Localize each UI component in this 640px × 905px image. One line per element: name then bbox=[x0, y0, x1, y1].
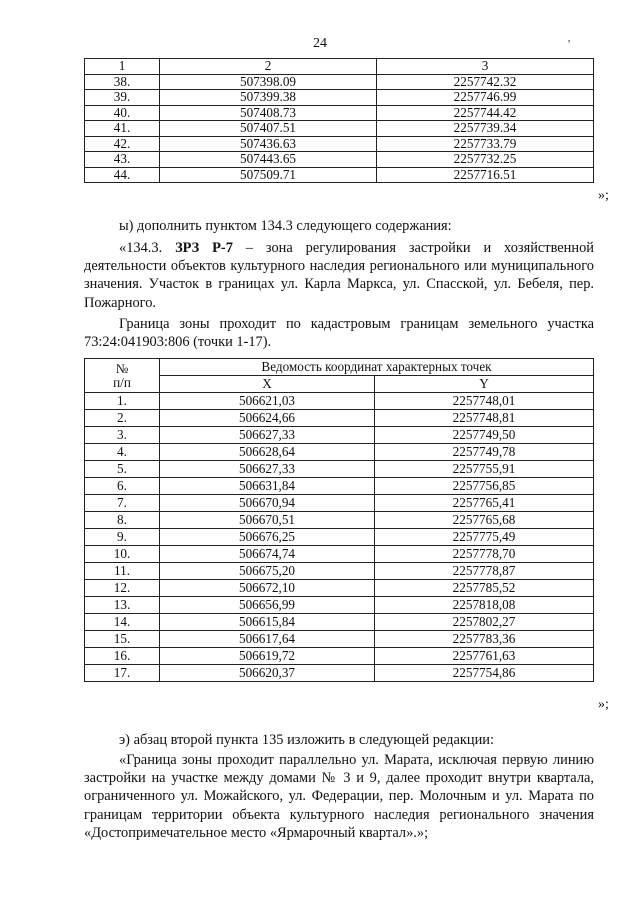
point-number: 14. bbox=[85, 614, 160, 631]
point-number: 17. bbox=[85, 665, 160, 682]
table-row bbox=[85, 461, 594, 478]
table-row bbox=[85, 410, 594, 427]
point-number: 44. bbox=[85, 167, 160, 183]
table-row bbox=[85, 563, 594, 580]
y-coordinate: 2257775,49 bbox=[375, 529, 594, 546]
point-number: 41. bbox=[85, 121, 160, 137]
table1-closing-quote: »; bbox=[598, 188, 609, 203]
paragraph-134-3 bbox=[84, 239, 594, 312]
point-number: 16. bbox=[85, 648, 160, 665]
point-number: 38. bbox=[85, 74, 160, 90]
x-coordinate: 507408.73 bbox=[160, 105, 377, 121]
y-coordinate: 2257716.51 bbox=[377, 167, 594, 183]
page-number: 24 bbox=[313, 36, 327, 51]
table-title: Ведомость координат характерных точек bbox=[160, 359, 594, 376]
table-row bbox=[85, 512, 594, 529]
y-coordinate: 2257765,41 bbox=[375, 495, 594, 512]
point-number: 12. bbox=[85, 580, 160, 597]
table-row bbox=[85, 495, 594, 512]
point-number: 10. bbox=[85, 546, 160, 563]
y-coordinate: 2257802,27 bbox=[375, 614, 594, 631]
table-row bbox=[85, 167, 594, 183]
y-coordinate: 2257783,36 bbox=[375, 631, 594, 648]
y-coordinate: 2257748,81 bbox=[375, 410, 594, 427]
x-coordinate: 507398.09 bbox=[160, 74, 377, 90]
zone-description: – зона регулирования застройки и хозяйственной деятельности объектов культурного наследия регионального или муниципального значения. Участок в границах ул. Карла Маркса, ул. Спасской, ул. Бебеля, пер. Пожарного. bbox=[84, 240, 594, 311]
point-number: 39. bbox=[85, 90, 160, 106]
y-coordinate: 2257761,63 bbox=[375, 648, 594, 665]
table-row bbox=[85, 631, 594, 648]
y-coordinate: 2257744.42 bbox=[377, 105, 594, 121]
column-header: 2 bbox=[160, 59, 377, 75]
x-coordinate: 507399.38 bbox=[160, 90, 377, 106]
x-coordinate: 506628,64 bbox=[160, 444, 375, 461]
paragraph-marata: «Граница зоны проходит параллельно ул. Марата, исключая первую линию застройки на участке между домами № 3 и 9, далее проходит внутри квартала, ограниченного ул. Можайского, ул. Федерации, пер. Молочным и ул. Марата по границам территории объекта культурного наследия регионального значения «Достопримечательное место «Ярмарочный квартал».»; bbox=[84, 752, 594, 841]
paragraph-boundary: Граница зоны проходит по кадастровым границам земельного участка 73:24:041903:806 (точки 1-17). bbox=[84, 316, 594, 351]
x-coordinate: 506627,33 bbox=[160, 461, 375, 478]
point-number: 5. bbox=[85, 461, 160, 478]
y-coordinate: 2257732.25 bbox=[377, 152, 594, 168]
y-coordinate: 2257748,01 bbox=[375, 393, 594, 410]
y-coordinate: 2257785,52 bbox=[375, 580, 594, 597]
number-header bbox=[85, 359, 160, 393]
point-number: 13. bbox=[85, 597, 160, 614]
column-y-header: Y bbox=[375, 376, 594, 393]
point-number: 7. bbox=[85, 495, 160, 512]
table-header-row bbox=[85, 59, 594, 75]
x-coordinate: 506631,84 bbox=[160, 478, 375, 495]
table-row bbox=[85, 580, 594, 597]
table2-closing-quote: »; bbox=[598, 697, 609, 712]
corner-mark: ‚ bbox=[567, 30, 571, 44]
x-coordinate: 506621,03 bbox=[160, 393, 375, 410]
point-number: 43. bbox=[85, 152, 160, 168]
point-number: 8. bbox=[85, 512, 160, 529]
table-row bbox=[85, 152, 594, 168]
y-coordinate: 2257818,08 bbox=[375, 597, 594, 614]
paragraph-item-y: ы) дополнить пунктом 134.3 следующего содержания: bbox=[119, 218, 452, 234]
x-coordinate: 506676,25 bbox=[160, 529, 375, 546]
y-coordinate: 2257749,50 bbox=[375, 427, 594, 444]
x-coordinate: 507509.71 bbox=[160, 167, 377, 183]
table-row bbox=[85, 393, 594, 410]
x-coordinate: 507443.65 bbox=[160, 152, 377, 168]
table-row bbox=[85, 105, 594, 121]
table-row bbox=[85, 478, 594, 495]
y-coordinate: 2257755,91 bbox=[375, 461, 594, 478]
table-row bbox=[85, 665, 594, 682]
y-coordinate: 2257754,86 bbox=[375, 665, 594, 682]
table-row bbox=[85, 546, 594, 563]
table-row bbox=[85, 529, 594, 546]
x-coordinate: 506615,84 bbox=[160, 614, 375, 631]
x-coordinate: 506620,37 bbox=[160, 665, 375, 682]
table-row bbox=[85, 74, 594, 90]
table-row bbox=[85, 121, 594, 137]
x-coordinate: 506617,64 bbox=[160, 631, 375, 648]
table-row bbox=[85, 444, 594, 461]
table-row bbox=[85, 648, 594, 665]
coordinates-table bbox=[84, 358, 594, 682]
x-coordinate: 506624,66 bbox=[160, 410, 375, 427]
x-coordinate: 507436.63 bbox=[160, 136, 377, 152]
item-number: «134.3. bbox=[119, 240, 176, 256]
y-coordinate: 2257778,70 bbox=[375, 546, 594, 563]
table-row bbox=[85, 90, 594, 106]
point-number: 40. bbox=[85, 105, 160, 121]
number-sign: № bbox=[115, 360, 129, 376]
table-row bbox=[85, 427, 594, 444]
x-coordinate: 506672,10 bbox=[160, 580, 375, 597]
y-coordinate: 2257742.32 bbox=[377, 74, 594, 90]
x-coordinate: 506619,72 bbox=[160, 648, 375, 665]
table-subheader-row bbox=[85, 376, 594, 393]
x-coordinate: 506627,33 bbox=[160, 427, 375, 444]
y-coordinate: 2257733.79 bbox=[377, 136, 594, 152]
table-row bbox=[85, 597, 594, 614]
y-coordinate: 2257756,85 bbox=[375, 478, 594, 495]
x-coordinate: 506670,51 bbox=[160, 512, 375, 529]
x-coordinate: 506656,99 bbox=[160, 597, 375, 614]
coordinates-table-continued bbox=[84, 58, 594, 183]
y-coordinate: 2257778,87 bbox=[375, 563, 594, 580]
table-row bbox=[85, 614, 594, 631]
point-number: 15. bbox=[85, 631, 160, 648]
y-coordinate: 2257746.99 bbox=[377, 90, 594, 106]
point-number: 42. bbox=[85, 136, 160, 152]
zone-code: ЗРЗ Р-7 bbox=[175, 240, 233, 256]
point-number: 2. bbox=[85, 410, 160, 427]
point-number: 9. bbox=[85, 529, 160, 546]
paragraph-item-e: э) абзац второй пункта 135 изложить в следующей редакции: bbox=[119, 732, 494, 748]
table-header-row bbox=[85, 359, 594, 376]
y-coordinate: 2257739.34 bbox=[377, 121, 594, 137]
point-number: 4. bbox=[85, 444, 160, 461]
x-coordinate: 506674,74 bbox=[160, 546, 375, 563]
point-number: 6. bbox=[85, 478, 160, 495]
column-x-header: X bbox=[160, 376, 375, 393]
y-coordinate: 2257765,68 bbox=[375, 512, 594, 529]
x-coordinate: 506670,94 bbox=[160, 495, 375, 512]
table-row bbox=[85, 136, 594, 152]
y-coordinate: 2257749,78 bbox=[375, 444, 594, 461]
point-number: 1. bbox=[85, 393, 160, 410]
x-coordinate: 507407.51 bbox=[160, 121, 377, 137]
column-header: 1 bbox=[85, 59, 160, 75]
x-coordinate: 506675,20 bbox=[160, 563, 375, 580]
number-abbrev: п/п bbox=[113, 374, 131, 390]
point-number: 11. bbox=[85, 563, 160, 580]
point-number: 3. bbox=[85, 427, 160, 444]
column-header: 3 bbox=[377, 59, 594, 75]
